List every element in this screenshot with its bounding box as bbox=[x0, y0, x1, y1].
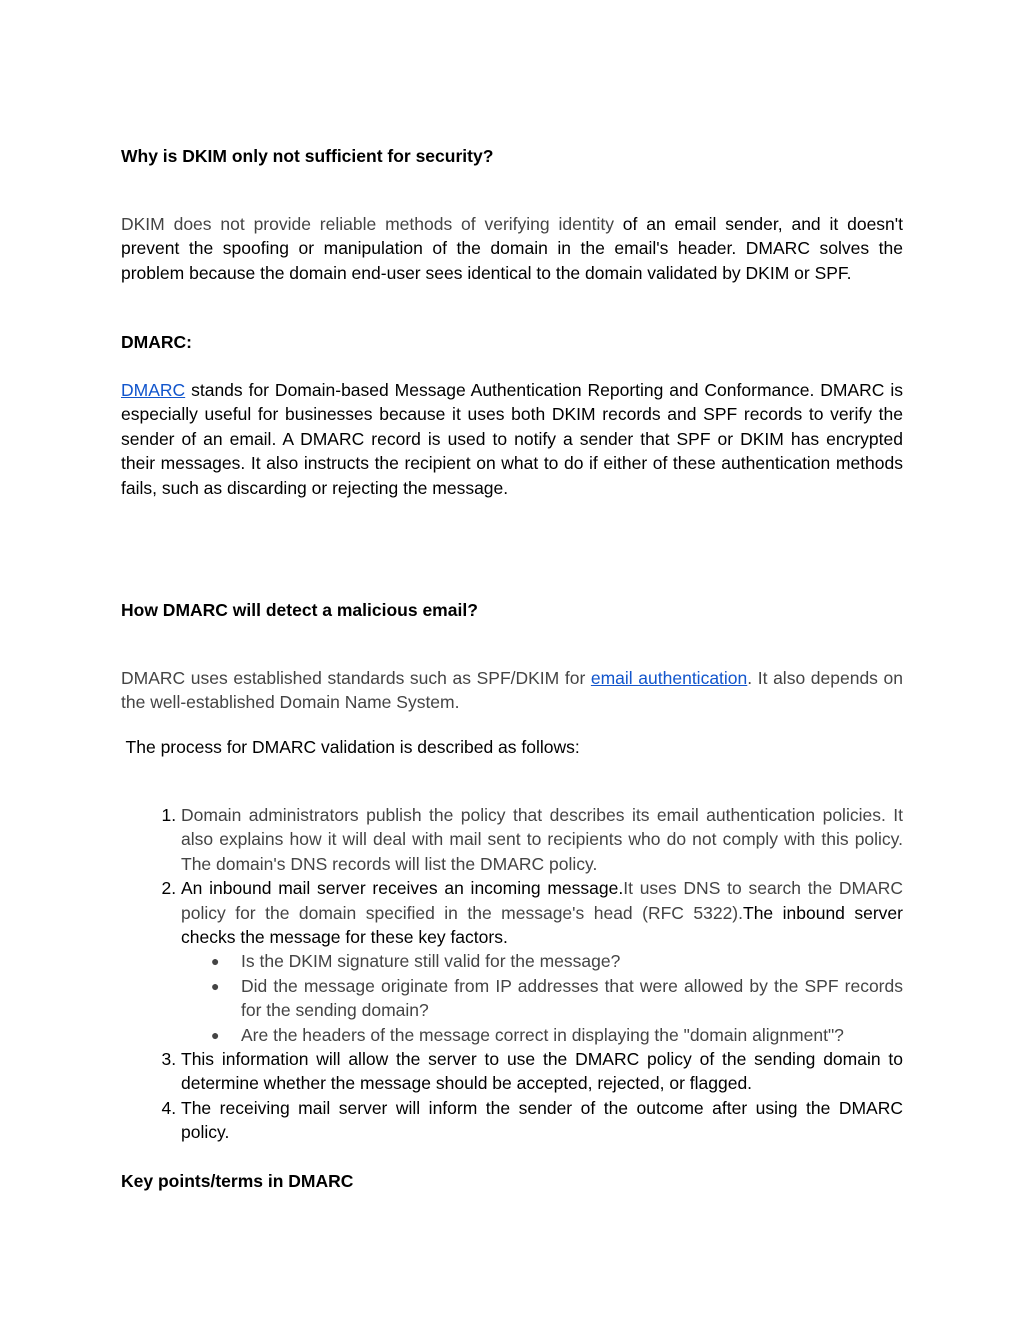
step-1-text: Domain administrators publish the policy that describes its email authentication policies. It also explains how it will deal with mail sent to recipients who do not comply with this policy. The domain's DNS records will list the DMARC policy. bbox=[181, 805, 903, 874]
list-item-factor-ip bbox=[211, 974, 903, 1023]
list-item-step-4 bbox=[181, 1096, 903, 1145]
detect-para-before-link: DMARC uses established standards such as SPF/DKIM for bbox=[121, 668, 591, 688]
dmarc-link[interactable]: DMARC bbox=[121, 380, 186, 400]
list-item-step-3 bbox=[181, 1047, 903, 1096]
email-authentication-link[interactable]: email authentication bbox=[590, 668, 748, 688]
process-intro: The process for DMARC validation is described as follows: bbox=[121, 737, 580, 757]
bullet-icon: ● bbox=[211, 977, 220, 994]
list-item-factor-dkim bbox=[211, 949, 903, 973]
step-2-text-a: An inbound mail server receives an incoming message. bbox=[181, 878, 624, 899]
dkim-para-grey-text: DKIM does not provide reliable methods of verifying identity bbox=[121, 214, 614, 234]
dmarc-para-text: stands for Domain-based Message Authentication Reporting and Conformance. DMARC is especially useful for businesses because it uses both DKIM records and SPF records to verify the sender of an email. A DMARC record is used to notify a sender that SPF or DKIM has encrypted their messages. It also instructs the recipient on what to do if either of these authentication methods fails, such as discarding or rejecting the message. bbox=[121, 380, 903, 498]
factor-1-text: Is the DKIM signature still valid for the message? bbox=[241, 951, 621, 972]
list-item-factor-alignment bbox=[211, 1023, 903, 1047]
key-factors-list bbox=[181, 949, 903, 1047]
heading-detect-malicious: How DMARC will detect a malicious email? bbox=[121, 600, 478, 620]
step-3-text: This information will allow the server to use the DMARC policy of the sending domain to determine whether the message should be accepted, rejected, or flagged. bbox=[181, 1049, 903, 1094]
dkim-para-black-text: of an email sender, and it doesn't prevent the spoofing or manipulation of the domain in the email's header. DMARC solves the problem because the domain end-user sees identical to the domain validated by DKIM or SPF. bbox=[121, 214, 903, 283]
paragraph-detect bbox=[121, 666, 903, 715]
detect-para-after-link: . It also depends on the well-established Domain Name System. bbox=[121, 668, 904, 713]
heading-dkim-insufficient: Why is DKIM only not sufficient for security? bbox=[121, 146, 494, 166]
heading-dmarc: DMARC: bbox=[121, 332, 192, 352]
paragraph-dkim bbox=[121, 212, 903, 285]
step-2-text-b: It uses DNS to search the DMARC policy for the domain specified in the message's head (RFC 5322). bbox=[181, 878, 903, 923]
bullet-icon: ● bbox=[211, 1026, 220, 1043]
step-4-text: The receiving mail server will inform the sender of the outcome after using the DMARC policy. bbox=[181, 1097, 903, 1143]
step-2-text-c: The inbound server checks the message for these key factors. bbox=[181, 902, 903, 948]
bullet-icon: ● bbox=[211, 953, 220, 970]
heading-key-points: Key points/terms in DMARC bbox=[121, 1171, 354, 1191]
list-item-step-2 bbox=[181, 876, 903, 1047]
list-item-step-1 bbox=[181, 803, 903, 876]
validation-steps-list bbox=[121, 803, 903, 1145]
paragraph-dmarc bbox=[121, 378, 903, 500]
factor-2-text: Did the message originate from IP addresses that were allowed by the SPF records for the sending domain? bbox=[241, 975, 903, 1021]
factor-3-text: Are the headers of the message correct in displaying the "domain alignment"? bbox=[241, 1024, 844, 1045]
